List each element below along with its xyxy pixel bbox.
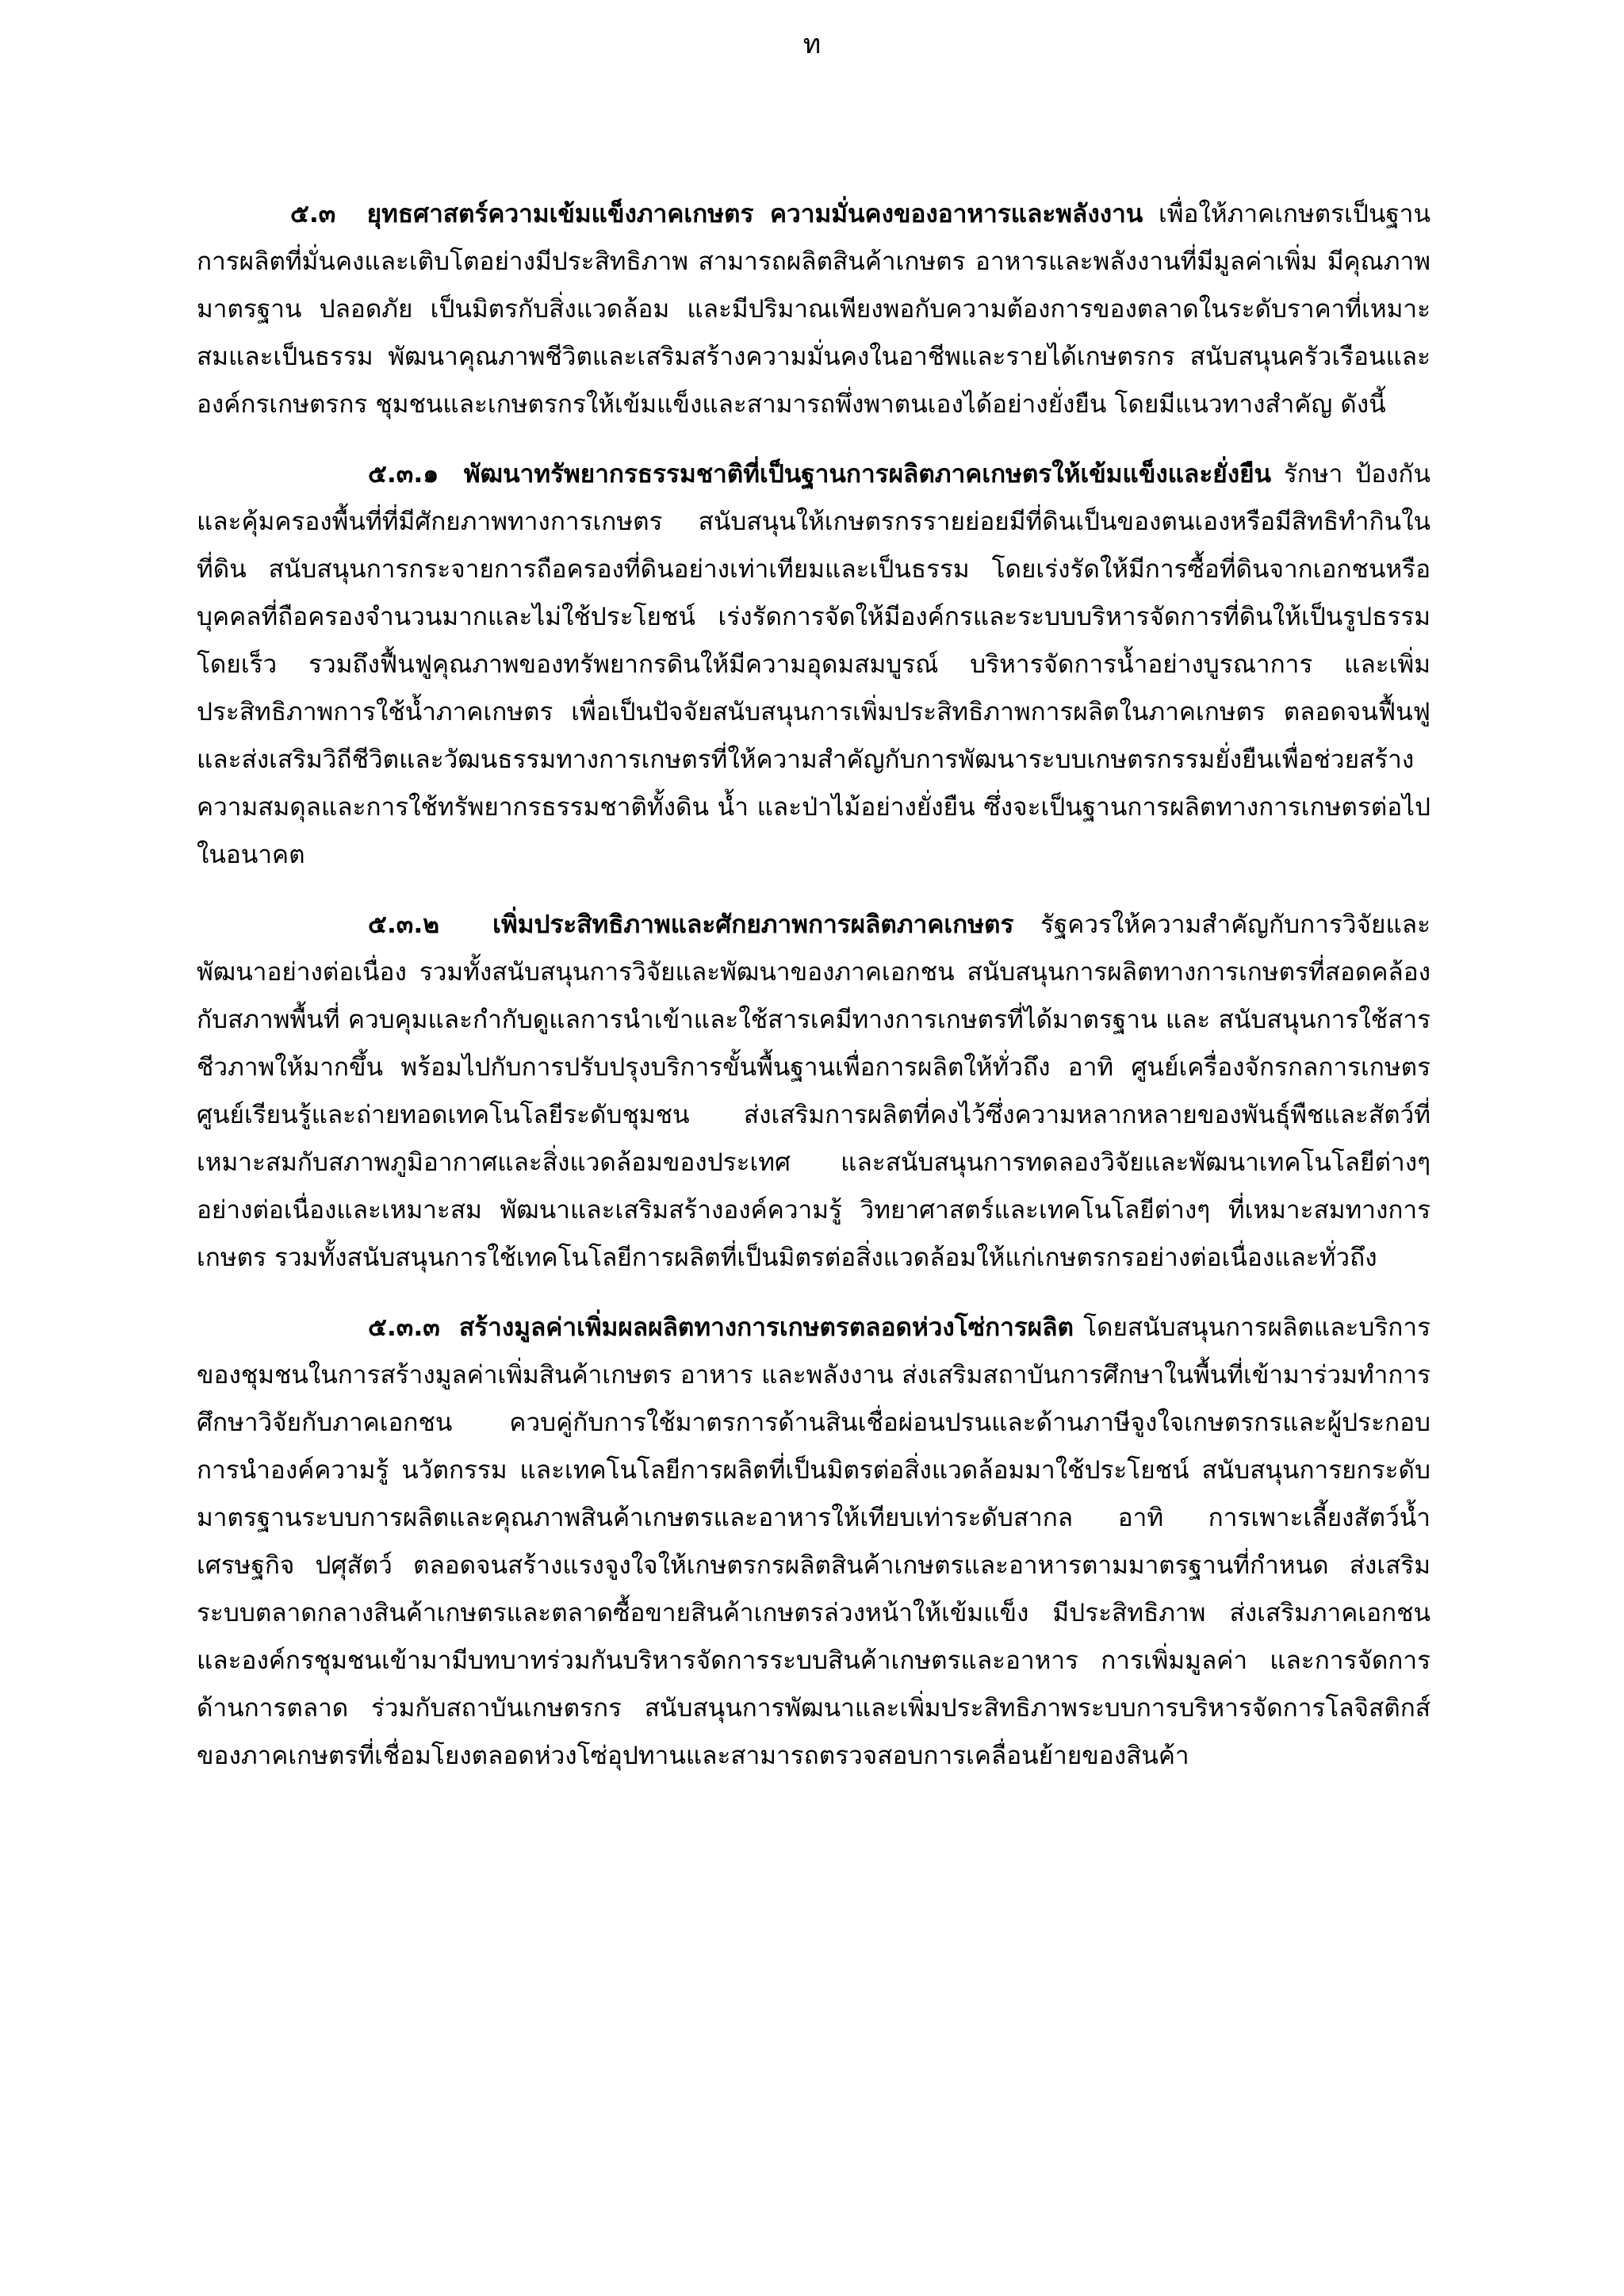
section-5-3-3 [197, 1304, 1431, 1780]
section-5-3-2-heading: เพิ่มประสิทธิภาพและศักยภาพการผลิตภาคเกษตร [492, 910, 1014, 939]
section-5-3-2-body: รัฐควรให้ความสำคัญกับการวิจัยและพัฒนาอย่างต่อเนื่อง รวมทั้งสนับสนุนการวิจัยและพัฒนาของภาคเอกชน สนับสนุนการผลิตทางการเกษตรที่สอดคล้องกับสภาพพื้นที่ ควบคุมและกำกับดูแลการนำเข้าและใช้สารเคมีทางการเกษตรที่ได้มาตรฐาน และ สนับสนุนการใช้สารชีวภาพให้มากขึ้น พร้อมไปกับการปรับปรุงบริการขั้นพื้นฐานเพื่อการผลิตให้ทั่วถึง อาทิ ศูนย์เครื่องจักรกลการเกษตร ศูนย์เรียนรู้และถ่ายทอดเทคโนโลยีระดับชุมชน ส่งเสริมการผลิตที่คงไว้ซึ่งความหลากหลายของพันธุ์พืชและสัตว์ที่เหมาะสมกับสภาพภูมิอากาศและสิ่งแวดล้อมของประเทศ และสนับสนุนการทดลองวิจัยและพัฒนาเทคโนโลยีต่างๆ อย่างต่อเนื่องและเหมาะสม พัฒนาและเสริมสร้างองค์ความรู้ วิทยาศาสตร์และเทคโนโลยีต่างๆ ที่เหมาะสมทางการเกษตร รวมทั้งสนับสนุนการใช้เทคโนโลยีการผลิตที่เป็นมิตรต่อสิ่งแวดล้อมให้แก่เกษตรกรอย่างต่อเนื่องและทั่วถึง [197, 910, 1431, 1272]
section-5-3-body: เพื่อให้ภาคเกษตรเป็นฐานการผลิตที่มั่นคงและเติบโตอย่างมีประสิทธิภาพ สามารถผลิตสินค้าเกษตร อาหารและพลังงานที่มีมูลค่าเพิ่ม มีคุณภาพ มาตรฐาน ปลอดภัย เป็นมิตรกับสิ่งแวดล้อม และมีปริมาณเพียงพอกับความต้องการของตลาดในระดับราคาที่เหมาะสมและเป็นธรรม พัฒนาคุณภาพชีวิตและเสริมสร้างความมั่นคงในอาชีพและรายได้เกษตรกร สนับสนุนครัวเรือนและองค์กรเกษตรกร ชุมชนและเกษตรกรให้เข้มแข็งและสามารถพึ่งพาตนเองได้อย่างยั่งยืน โดยมีแนวทางสำคัญ ดังนี้ [197, 200, 1431, 419]
section-5-3-3-body: โดยสนับสนุนการผลิตและบริการของชุมชนในการสร้างมูลค่าเพิ่มสินค้าเกษตร อาหาร และพลังงาน ส่งเสริมสถาบันการศึกษาในพื้นที่เข้ามาร่วมทำการศึกษาวิจัยกับภาคเอกชน ควบคู่กับการใช้มาตรการด้านสินเชื่อผ่อนปรนและด้านภาษีจูงใจเกษตรกรและผู้ประกอบการนำองค์ความรู้ นวัตกรรม และเทคโนโลยีการผลิตที่เป็นมิตรต่อสิ่งแวดล้อมมาใช้ประโยชน์ สนับสนุนการยกระดับมาตรฐานระบบการผลิตและคุณภาพสินค้าเกษตรและอาหารให้เทียบเท่าระดับสากล อาทิ การเพาะเลี้ยงสัตว์น้ำเศรษฐกิจ ปศุสัตว์ ตลอดจนสร้างแรงจูงใจให้เกษตรกรผลิตสินค้าเกษตรและอาหารตามมาตรฐานที่กำหนด ส่งเสริมระบบตลาดกลางสินค้าเกษตรและตลาดซื้อขายสินค้าเกษตรล่วงหน้าให้เข้มแข็ง มีประสิทธิภาพ ส่งเสริมภาคเอกชนและองค์กรชุมชนเข้ามามีบทบาทร่วมกันบริหารจัดการระบบสินค้าเกษตรและอาหาร การเพิ่มมูลค่า และการจัดการด้านการตลาด ร่วมกับสถาบันเกษตรกร สนับสนุนการพัฒนาและเพิ่มประสิทธิภาพระบบการบริหารจัดการโลจิสติกส์ของภาคเกษตรที่เชื่อมโยงตลอดห่วงโซ่อุปทานและสามารถตรวจสอบการเคลื่อนย้ายของสินค้า [197, 1313, 1431, 1770]
section-5-3-1 [197, 450, 1431, 879]
section-5-3-heading: ยุทธศาสตร์ความเข้มแข็งภาคเกษตร ความมั่นคงของอาหารและพลังงาน [366, 200, 1143, 228]
section-5-3-2 [197, 901, 1431, 1282]
section-5-3-number: ๕.๓ [290, 200, 336, 228]
section-5-3-3-heading: สร้างมูลค่าเพิ่มผลผลิตทางการเกษตรตลอดห่วงโซ่การผลิต [459, 1313, 1074, 1342]
document-body [197, 190, 1431, 1802]
page-number: ท [802, 29, 822, 60]
section-5-3-2-number: ๕.๓.๒ [368, 910, 440, 939]
section-5-3-1-body: รักษา ป้องกัน และคุ้มครองพื้นที่ที่มีศักยภาพทางการเกษตร สนับสนุนให้เกษตรกรรายย่อยมีที่ดินเป็นของตนเองหรือมีสิทธิทำกินในที่ดิน สนับสนุนการกระจายการถือครองที่ดินอย่างเท่าเทียมและเป็นธรรม โดยเร่งรัดให้มีการซื้อที่ดินจากเอกชนหรือบุคคลที่ถือครองจำนวนมากและไม่ใช้ประโยชน์ เร่งรัดการจัดให้มีองค์กรและระบบบริหารจัดการที่ดินให้เป็นรูปธรรมโดยเร็ว รวมถึงฟื้นฟูคุณภาพของทรัพยากรดินให้มีความอุดมสมบูรณ์ บริหารจัดการน้ำอย่างบูรณาการ และเพิ่มประสิทธิภาพการใช้น้ำภาคเกษตร เพื่อเป็นปัจจัยสนับสนุนการเพิ่มประสิทธิภาพการผลิตในภาคเกษตร ตลอดจนฟื้นฟูและส่งเสริมวิถีชีวิตและวัฒนธรรมทางการเกษตรที่ให้ความสำคัญกับการพัฒนาระบบเกษตรกรรมยั่งยืนเพื่อช่วยสร้างความสมดุลและการใช้ทรัพยากรธรรมชาติทั้งดิน น้ำ และป่าไม้อย่างยั่งยืน ซึ่งจะเป็นฐานการผลิตทางการเกษตรต่อไปในอนาคต [197, 460, 1431, 869]
section-5-3-1-number: ๕.๓.๑ [368, 460, 439, 489]
section-5-3-3-number: ๕.๓.๓ [368, 1313, 440, 1342]
section-5-3-1-heading: พัฒนาทรัพยากรธรรมชาติที่เป็นฐานการผลิตภาคเกษตรให้เข้มแข็งและยั่งยืน [463, 460, 1272, 489]
section-5-3 [197, 190, 1431, 428]
